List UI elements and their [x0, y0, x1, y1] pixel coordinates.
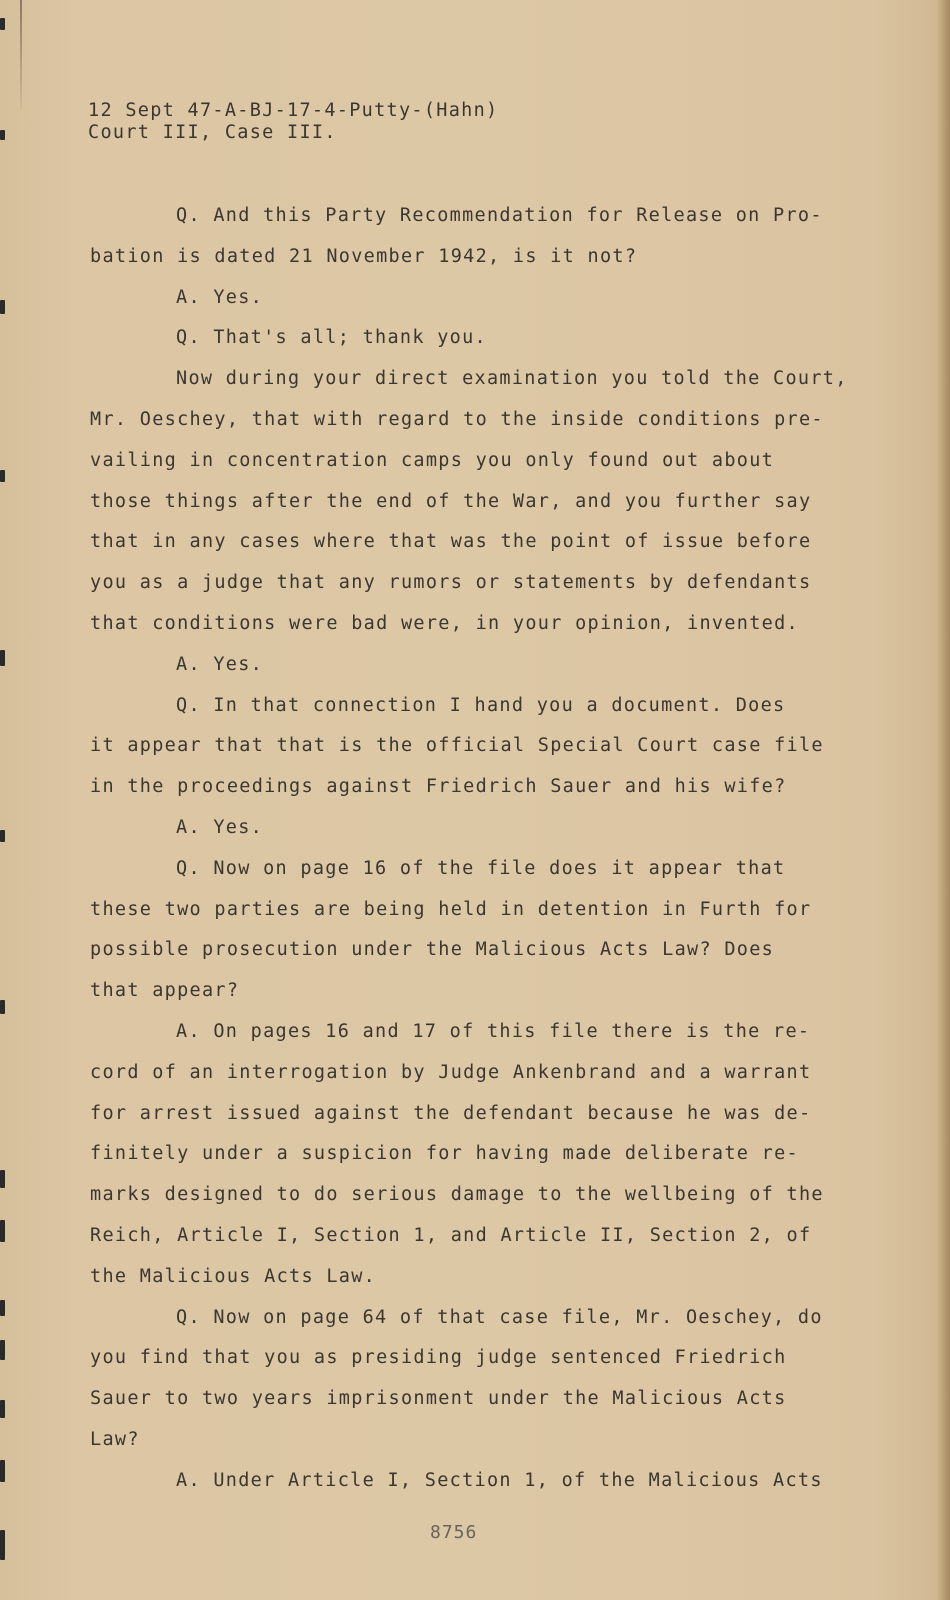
transcript-line: possible prosecution under the Malicious Acts Law? Does [90, 939, 775, 961]
transcript-line: these two parties are being held in detention in Furth for [90, 898, 812, 920]
transcript-line: Q. Now on page 64 of that case file, Mr. Oeschey, do [176, 1306, 823, 1328]
transcript-line: Q. In that connection I hand you a document. Does [176, 694, 786, 716]
transcript-line: finitely under a suspicion for having made deliberate re- [90, 1143, 799, 1165]
transcript-line: vailing in concentration camps you only found out about [90, 449, 775, 471]
transcript-line: A. Under Article I, Section 1, of the Malicious Acts [176, 1469, 823, 1491]
page-number: 8756 [430, 1522, 478, 1543]
transcript-line: it appear that that is the official Special Court case file [90, 735, 824, 757]
transcript-line: that in any cases where that was the point of issue before [90, 531, 812, 553]
transcript-line: bation is dated 21 November 1942, is it not? [90, 245, 638, 267]
transcript-line: Q. That's all; thank you. [176, 327, 487, 349]
transcript-line: Q. Now on page 16 of the file does it appear that [176, 857, 786, 879]
transcript-line: Now during your direct examination you told the Court, [176, 368, 848, 390]
document-header [88, 100, 498, 144]
binding-holes [0, 0, 8, 1600]
transcript-line: cord of an interrogation by Judge Ankenbrand and a warrant [90, 1061, 812, 1083]
transcript-line: A. Yes. [176, 653, 264, 675]
transcript-line: A. Yes. [176, 816, 264, 838]
transcript-line: those things after the end of the War, and you further say [90, 490, 812, 512]
transcript-line: Law? [90, 1428, 140, 1450]
transcript-line: Sauer to two years imprisonment under the Malicious Acts [90, 1388, 787, 1410]
transcript-line: the Malicious Acts Law. [90, 1265, 377, 1287]
transcript-line: you find that you as presiding judge sentenced Friedrich [90, 1347, 787, 1369]
transcript-line: Q. And this Party Recommendation for Release on Pro- [176, 205, 823, 226]
transcript-body [90, 196, 848, 1502]
transcript-line: Mr. Oeschey, that with regard to the inside conditions pre- [90, 408, 824, 430]
page-right-edge [936, 0, 950, 1600]
transcript-line: marks designed to do serious damage to the wellbeing of the [90, 1184, 824, 1206]
transcript-line: A. Yes. [176, 286, 264, 308]
transcript-line: Reich, Article I, Section 1, and Article II, Section 2, of [90, 1224, 812, 1246]
transcript-line: that appear? [90, 980, 240, 1002]
transcript-line: A. On pages 16 and 17 of this file there is the re- [176, 1020, 811, 1042]
transcript-line: in the proceedings against Friedrich Sauer and his wife? [90, 776, 787, 798]
binding-crease [20, 0, 22, 110]
transcript-line: you as a judge that any rumors or statements by defendants [90, 572, 812, 594]
transcript-line: that conditions were bad were, in your opinion, invented. [90, 612, 799, 634]
header-line-1: 12 Sept 47-A-BJ-17-4-Putty-(Hahn) [88, 100, 499, 121]
transcript-line: for arrest issued against the defendant because he was de- [90, 1102, 812, 1124]
header-line-2: Court III, Case III. [88, 122, 337, 143]
